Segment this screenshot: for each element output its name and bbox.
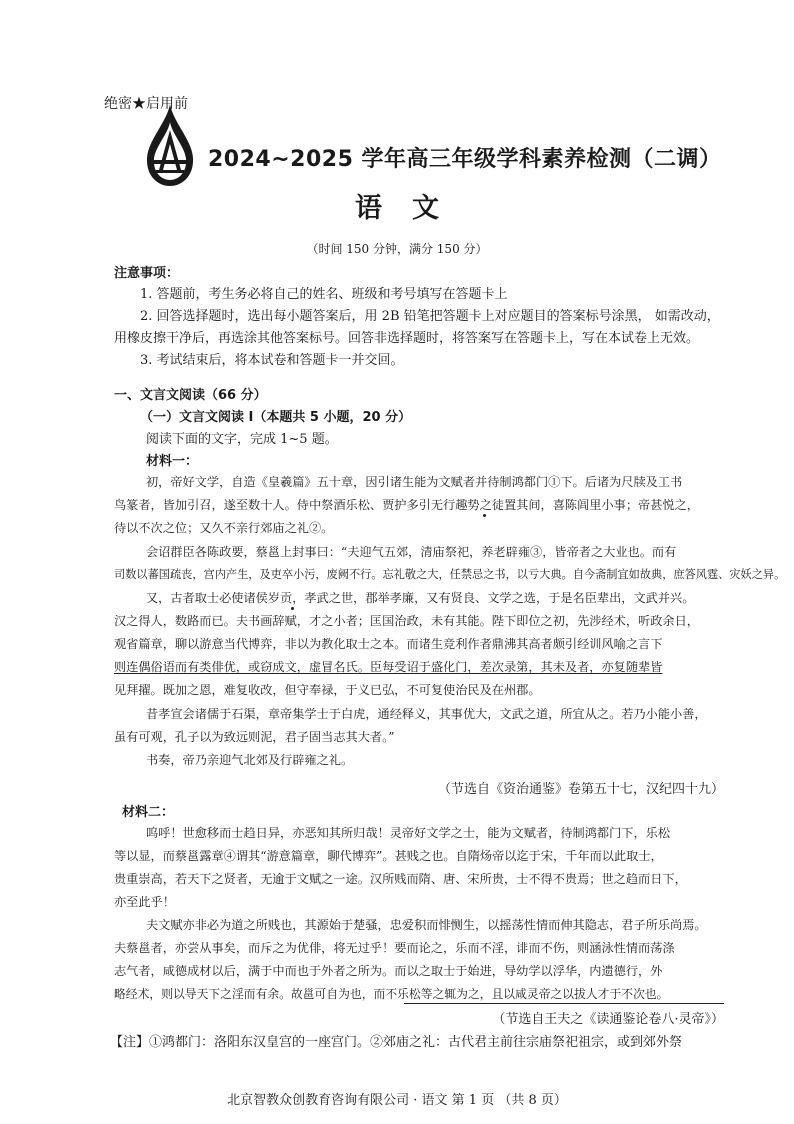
notice-item: 用橡皮擦干净后，再选涂其他答案标号。回答非选择题时，将答案写在答题卡上，写在本试卷上无效。 [114, 331, 700, 346]
passage-line: 呜呼！世愈移而士趋日异，亦恶知其所归哉！灵帝好文学之士，能为文赋者，待制鸿都门下，乐松 [146, 826, 671, 840]
passage-line-underlined: 则连偶俗语而有类俳优，或窃成文，虚冒名氏。臣每受诏于盛化门，差次录第，其未及者，亦复随辈皆 [114, 660, 663, 674]
passage-line: 又，古者取士必使诸侯岁贡，孝武之世，郡举孝廉，又有贤良、文学之选，于是名臣辈出，文武并兴。 [146, 591, 695, 605]
passage-line: 观省篇章，聊以游意当代博弈，非以为教化取士之本。而诸生竞利作者鼎沸其高者颇引经训风喻之言下 [114, 637, 663, 651]
passage-line: 书奏，帝乃亲迎气北郊及行辟雍之礼。 [146, 753, 354, 767]
notice-item: 2. 回答选择题时，选出每小题答案后，用 2B 铅笔把答题卡上对应题目的答案标号涂黑， 如需改动， [140, 309, 720, 324]
passage-line: 虽有可观，孔子以为致远则泥，君子固当志其大者。” [114, 730, 395, 744]
passage-line: 昔孝宣会诸儒于石渠，章帝集学士于白虎，通经释义，其事优大，文武之道，所宜从之。若乃小能小善， [146, 707, 707, 721]
passage-line: 鸟篆者，皆加引召，遂至数十人。侍中祭酒乐松、贾护多引无行趣势之徒置其间，喜陈闾里小事；帝甚悦之， [114, 498, 699, 512]
passage-line: 等以显，而蔡邕露章④谓其“游意篇章，聊代博弈”。甚贱之也。自隋炀帝以迄于宋，千年而以此取士， [114, 849, 663, 863]
passage-line: 亦至此乎！ [114, 895, 175, 909]
material1-label: 材料一： [146, 454, 199, 469]
notice-item: 3. 考试结束后，将本试卷和答题卡一并交回。 [140, 353, 404, 368]
emphasis-dot [291, 607, 294, 610]
material1-source: （节选自《资治通鉴》卷第五十七，汉纪四十九） [437, 782, 724, 797]
notice-heading: 注意事项： [114, 266, 180, 281]
material2-label: 材料二： [122, 805, 175, 820]
passage-line: 待以不次之位；又久不亲行郊庙之礼②。 [114, 521, 334, 535]
underline-mark [404, 1003, 724, 1004]
passage-line-underlined: 司数以蕃国疏丧，宫内产生，及吏卒小污，废阙不行。忘礼敬之大，任禁忌之书，以亏大典。自今斋制宜如故典，庶答风霆、灾妖之异。 [114, 568, 786, 581]
page-footer: 北京智教众创教育咨询有限公司 · 语文 第 1 页 （共 8 页） [227, 1093, 567, 1108]
school-logo-icon [140, 100, 200, 190]
time-note: （时间 150 分钟，满分 150 分） [306, 242, 488, 256]
material2-source: （节选自王夫之《读通鉴论卷八·灵帝》） [492, 1012, 724, 1027]
passage-line: 贵重崇高，若天下之贤者，无逾于文赋之一途。汉所贱而隋、唐、宋所贵，士不得不贵焉；世之趋而日下， [114, 872, 687, 886]
passage-line: 夫文赋亦非必为道之所贱也，其源始于楚骚，忠爱积而悱恻生，以摇荡性情而伸其隐志，君子所乐尚焉。 [146, 918, 707, 932]
confidential-label: 绝密★启用前 [104, 96, 188, 112]
instruction-text: 阅读下面的文字，完成 1~5 题。 [146, 432, 338, 447]
passage-line-underlined: 略经术，则以导天下之淫而有余。故邕可自为也，而不乐松等之辄为之，且以咸灵帝之以拔人才于不次也。 [114, 987, 669, 1001]
exam-title: 2024~2025 学年高三年级学科素养检测（二调） [208, 147, 722, 172]
passage-line: 汉之得人，数路而已。夫书画辞赋，才之小者；匡国治政，未有其能。陛下即位之初，先涉经术，听政余日， [114, 614, 699, 628]
footnote: 【注】①鸿都门：洛阳东汉皇宫的一座宫门。②郊庙之礼：古代君主前往宗庙祭祀祖宗，或到郊外祭 [110, 1035, 683, 1050]
section-title: 一、文言文阅读（66 分） [114, 388, 267, 403]
passage-line: 会诏群臣各陈政要，蔡邕上封事曰：“夫迎气五郊，清庙祭祀，养老辟雍③，皆帝者之大业也。而有 [146, 545, 677, 559]
subsection-title: （一）文言文阅读 I（本题共 5 小题，20 分） [140, 410, 412, 425]
subject-title: 语文 [355, 193, 469, 224]
passage-line: 夫蔡邕者，亦尝从事矣，而斥之为优俳，将无过乎！要而论之，乐而不淫，诽而不伤，则涵泳性情而荡涤 [114, 941, 675, 955]
notice-item: 1. 答题前，考生务必将自己的姓名、班级和考号填写在答题卡上 [140, 287, 508, 302]
passage-line: 初，帝好文学，自造《皇羲篇》五十章，因引诸生能为文赋者并待制鸿都门①下。后诸为尺牍及工书 [146, 475, 683, 489]
passage-line: 志气者，咸德成材以后，满于中而也于外者之所为。而以之取士于始进，导幼学以浮华，内遗德行，外 [114, 964, 663, 978]
emphasis-dot [483, 514, 486, 517]
passage-line: 见拜擢。既加之恩，难复收改，但守奉禄，于义已弘，不可复使治民及在州郡。 [114, 683, 541, 697]
